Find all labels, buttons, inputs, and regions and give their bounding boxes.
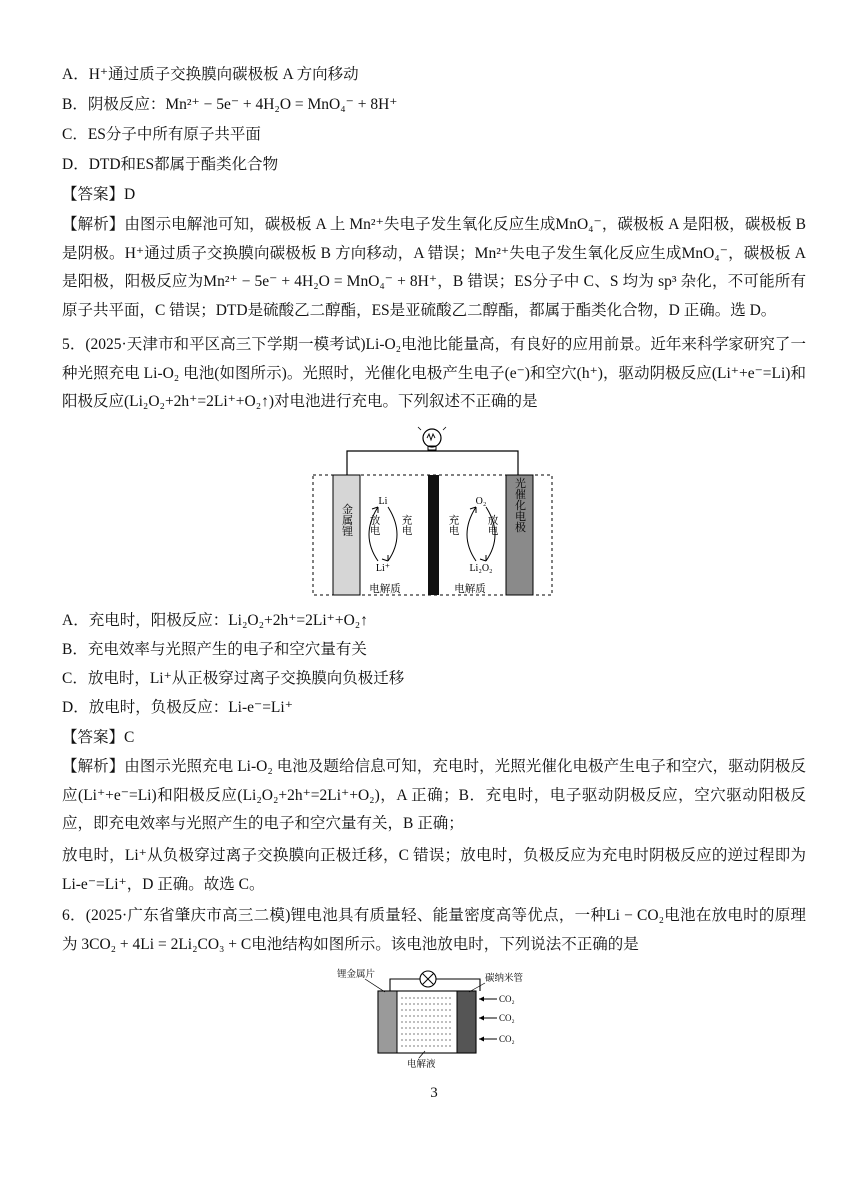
nanotube-label: 碳纳米管 [485,974,524,984]
q5-analysis-2: 放电时，Li⁺从负极穿过离子交换膜向正极迁移，C 错误；放电时，负极反应为充电时阴极反应的逆过程即为 Li-e⁻=Li⁺，D 正确。故选 C。 [62,847,806,893]
lithium-sheet [378,991,397,1053]
q4-answer: 【答案】D [62,186,136,203]
lithium-sheet-label: 锂金属片 [337,970,376,980]
carbon-nanotube-electrode [457,991,476,1053]
co2-label-1: CO₂ [499,994,515,1004]
electrolyte-label-right: 电解质 [454,584,486,595]
right-electrode-label: 光催化电极 [513,477,526,533]
co2-label-2: CO₂ [499,1013,515,1023]
li2o2-label: Li₂O₂ [469,563,493,574]
li-label: Li [378,496,388,507]
q5-analysis-1: 【解析】由图示光照充电 Li-O₂ 电池及题给信息可知，充电时，光照光催化电极产生电子和空穴，驱动阴极反应(Li⁺+e⁻=Li)和阳极反应(Li₂O₂+2h⁺=2Li⁺+O₂)，A 正确；B．充电时，电子驱动阴极反应，空穴驱动阳极反应，即充电效率与光照产生的电子和空穴量有关，B 正确； [62,758,806,832]
left-electrode-label: 金属锂 [340,503,353,537]
q5-option-d: D．放电时，负极反应：Li-e⁻=Li⁺ [62,699,293,716]
q4-option-d: D．DTD和ES都属于酯类化合物 [62,156,279,173]
o2-label: O₂ [475,496,487,507]
q5-answer: 【答案】C [62,729,135,746]
bulb-icon [418,427,446,450]
electrolyte-liquid-label: 电解液 [407,1060,436,1070]
discharge-label-left: 放电 [368,514,380,536]
q5-option-b: B．充电效率与光照产生的电子和空穴量有关 [62,641,367,658]
li-ion-label: Li⁺ [375,563,391,574]
lamp-icon [420,971,436,987]
charge-label-left: 充电 [400,514,412,536]
ion-exchange-membrane [428,475,439,595]
electrolyte-label-left: 电解质 [369,584,401,595]
li-co2-battery-diagram [335,965,550,1070]
q5-stem: 5．(2025·天津市和平区高三下学期一模考试)Li-O₂电池比能量高，有良好的应用前景。近年来科学家研究了一种光照充电 Li-O₂ 电池(如图所示)。光照时，光催化电极产生电子(e⁻)和空穴(h⁺)，驱动阴极反应(Li⁺+e⁻=Li)和阳极反应(Li₂O₂+2h⁺=2Li⁺+O₂↑)对电池进行充电。下列叙述不正确的是 [62,336,806,410]
li-o2-battery-diagram [300,425,565,600]
q4-analysis: 【解析】由图示电解池可知，碳极板 A 上 Mn²⁺失电子发生氧化反应生成MnO₄⁻，碳极板 A 是阳极，碳极板 B 是阴极。H⁺通过质子交换膜向碳极板 B 方向移动，A 错误；Mn²⁺失电子发生氧化反应生成MnO₄⁻，碳极板 A 是阳极，阳极反应为Mn²⁺ − 5e⁻ + 4H₂O = MnO₄⁻ + 8H⁺，B 错误；ES分子中 C、S 均为 sp³ 杂化，不可能所有原子共平面，C 错误；DTD是硫酸乙二醇酯，ES是亚硫酸乙二醇酯，都属于酯类化合物，D 正确。选 D。 [62,216,806,319]
charge-label-right: 充电 [447,514,459,536]
discharge-label-right: 放电 [486,514,498,536]
q5-option-a: A．充电时，阳极反应：Li₂O₂+2h⁺=2Li⁺+O₂↑ [62,612,368,629]
q5-option-c: C．放电时，Li⁺从正极穿过离子交换膜向负极迁移 [62,670,405,687]
q6-stem: 6．(2025·广东省肇庆市高三二模)锂电池具有质量轻、能量密度高等优点，一种Li − CO₂电池在放电时的原理为 3CO₂ + 4Li = 2Li₂CO₃ + C电池结构如图所示。该电池放电时，下列说法不正确的是 [62,907,806,953]
page-number: 3 [430,1085,438,1101]
q4-option-b: B．阴极反应：Mn²⁺ − 5e⁻ + 4H₂O = MnO₄⁻ + 8H⁺ [62,96,398,113]
co2-label-3: CO₂ [499,1034,515,1044]
q4-option-a: A．H⁺通过质子交换膜向碳极板 A 方向移动 [62,66,359,83]
q4-option-c: C．ES分子中所有原子共平面 [62,126,261,143]
